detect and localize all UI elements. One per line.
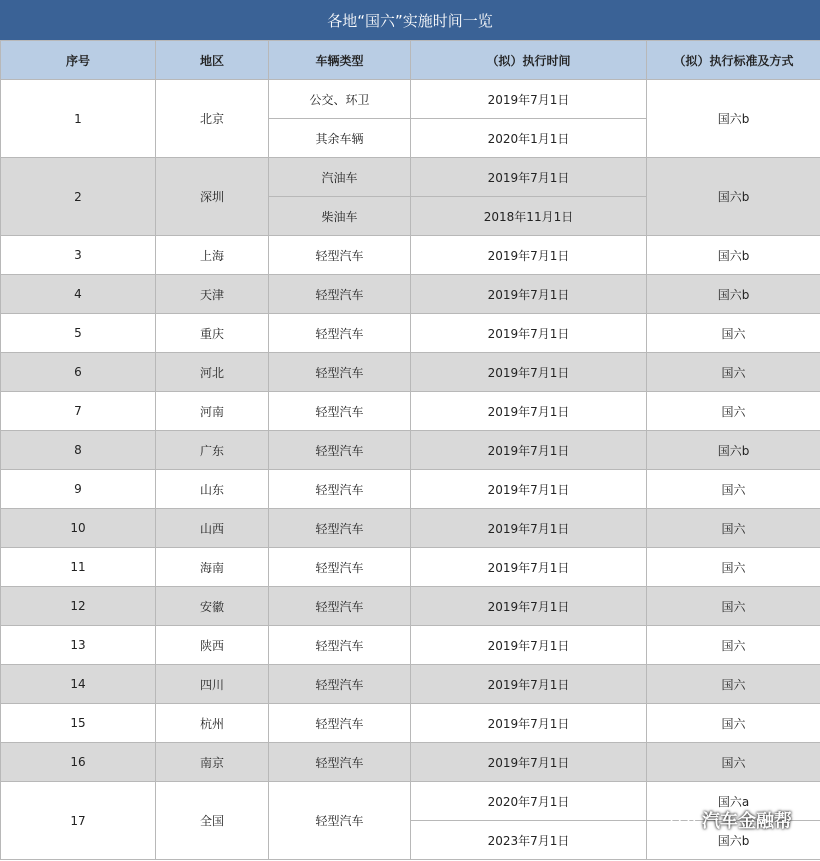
cell-vehicle-type: 轻型汽车 (269, 548, 411, 587)
cell-standard: 国六a (647, 782, 820, 821)
cell-index: 9 (1, 470, 156, 509)
cell-region: 广东 (156, 431, 269, 470)
cell-index: 17 (1, 782, 156, 860)
cell-standard: 国六b (647, 80, 820, 158)
cell-time: 2020年1月1日 (411, 119, 647, 158)
table-row (1, 548, 820, 587)
cell-index: 15 (1, 704, 156, 743)
table-row (1, 353, 820, 392)
table-row (1, 509, 820, 548)
cell-index: 4 (1, 275, 156, 314)
cell-standard: 国六 (647, 470, 820, 509)
table-row (1, 470, 820, 509)
cell-time: 2019年7月1日 (411, 392, 647, 431)
table-row (1, 431, 820, 470)
cell-region: 陕西 (156, 626, 269, 665)
cell-index: 14 (1, 665, 156, 704)
cell-index: 11 (1, 548, 156, 587)
cell-region: 安徽 (156, 587, 269, 626)
cell-vehicle-type: 轻型汽车 (269, 314, 411, 353)
cell-vehicle-type: 轻型汽车 (269, 392, 411, 431)
cell-vehicle-type: 轻型汽车 (269, 704, 411, 743)
cell-index: 8 (1, 431, 156, 470)
cell-time: 2019年7月1日 (411, 314, 647, 353)
cell-vehicle-type: 汽油车 (269, 158, 411, 197)
cell-time: 2019年7月1日 (411, 431, 647, 470)
header-region: 地区 (156, 41, 269, 80)
cell-index: 6 (1, 353, 156, 392)
header-vehicle-type: 车辆类型 (269, 41, 411, 80)
header-time: （拟）执行时间 (411, 41, 647, 80)
cell-region: 上海 (156, 236, 269, 275)
cell-vehicle-type: 轻型汽车 (269, 236, 411, 275)
cell-vehicle-type: 轻型汽车 (269, 626, 411, 665)
table-row (1, 626, 820, 665)
watermark-text: 汽车金融帮 (702, 811, 792, 832)
cell-standard: 国六b (647, 158, 820, 236)
cell-standard: 国六 (647, 392, 820, 431)
schedule-table (0, 40, 820, 860)
cell-vehicle-type: 轻型汽车 (269, 782, 411, 860)
cell-standard: 国六 (647, 509, 820, 548)
cell-time: 2019年7月1日 (411, 704, 647, 743)
cell-time: 2019年7月1日 (411, 587, 647, 626)
table-row (1, 704, 820, 743)
cell-vehicle-type: 轻型汽车 (269, 587, 411, 626)
cell-time: 2019年7月1日 (411, 470, 647, 509)
cell-index: 1 (1, 80, 156, 158)
table-row (1, 236, 820, 275)
cell-region: 杭州 (156, 704, 269, 743)
cell-standard: 国六 (647, 704, 820, 743)
cell-index: 3 (1, 236, 156, 275)
table-row (1, 158, 820, 197)
cell-region: 全国 (156, 782, 269, 860)
cell-region: 北京 (156, 80, 269, 158)
cell-time: 2019年7月1日 (411, 80, 647, 119)
cell-standard: 国六b (647, 431, 820, 470)
cell-time: 2019年7月1日 (411, 236, 647, 275)
cell-standard: 国六 (647, 548, 820, 587)
cell-vehicle-type: 轻型汽车 (269, 743, 411, 782)
table-title: 各地“国六”实施时间一览 (0, 0, 820, 40)
cell-index: 2 (1, 158, 156, 236)
cell-region: 河南 (156, 392, 269, 431)
cell-time: 2019年7月1日 (411, 626, 647, 665)
cell-region: 山东 (156, 470, 269, 509)
cell-time: 2018年11月1日 (411, 197, 647, 236)
cell-vehicle-type: 轻型汽车 (269, 431, 411, 470)
header-standard: （拟）执行标准及方式 (647, 41, 820, 80)
cell-time: 2020年7月1日 (411, 782, 647, 821)
cell-index: 10 (1, 509, 156, 548)
table-row (1, 587, 820, 626)
cell-index: 12 (1, 587, 156, 626)
cell-vehicle-type: 轻型汽车 (269, 509, 411, 548)
cell-standard: 国六 (647, 314, 820, 353)
table-row (1, 665, 820, 704)
cell-vehicle-type: 轻型汽车 (269, 665, 411, 704)
cell-standard: 国六b (647, 236, 820, 275)
table-row (1, 392, 820, 431)
cell-time: 2019年7月1日 (411, 665, 647, 704)
cell-vehicle-type: 柴油车 (269, 197, 411, 236)
cell-time: 2019年7月1日 (411, 743, 647, 782)
cell-region: 重庆 (156, 314, 269, 353)
cell-region: 四川 (156, 665, 269, 704)
cell-region: 南京 (156, 743, 269, 782)
cell-region: 河北 (156, 353, 269, 392)
table-row (1, 743, 820, 782)
header-index: 序号 (1, 41, 156, 80)
cell-time: 2019年7月1日 (411, 548, 647, 587)
cell-index: 13 (1, 626, 156, 665)
cell-standard: 国六 (647, 353, 820, 392)
cell-region: 山西 (156, 509, 269, 548)
cell-vehicle-type: 其余车辆 (269, 119, 411, 158)
cell-standard: 国六 (647, 743, 820, 782)
cell-index: 16 (1, 743, 156, 782)
cell-time: 2023年7月1日 (411, 821, 647, 860)
header-row (1, 41, 820, 80)
cell-vehicle-type: 公交、环卫 (269, 80, 411, 119)
cell-time: 2019年7月1日 (411, 158, 647, 197)
table-row (1, 80, 820, 119)
cell-region: 深圳 (156, 158, 269, 236)
cell-standard: 国六b (647, 821, 820, 860)
cell-standard: 国六 (647, 665, 820, 704)
cell-time: 2019年7月1日 (411, 509, 647, 548)
cell-standard: 国六 (647, 587, 820, 626)
cell-index: 5 (1, 314, 156, 353)
cell-time: 2019年7月1日 (411, 353, 647, 392)
cell-vehicle-type: 轻型汽车 (269, 275, 411, 314)
table-row (1, 275, 820, 314)
cell-standard: 国六b (647, 275, 820, 314)
cell-time: 2019年7月1日 (411, 275, 647, 314)
cell-standard: 国六 (647, 626, 820, 665)
cell-region: 海南 (156, 548, 269, 587)
cell-index: 7 (1, 392, 156, 431)
table-row (1, 314, 820, 353)
cell-vehicle-type: 轻型汽车 (269, 470, 411, 509)
cell-vehicle-type: 轻型汽车 (269, 353, 411, 392)
cell-region: 天津 (156, 275, 269, 314)
table-row (1, 782, 820, 821)
